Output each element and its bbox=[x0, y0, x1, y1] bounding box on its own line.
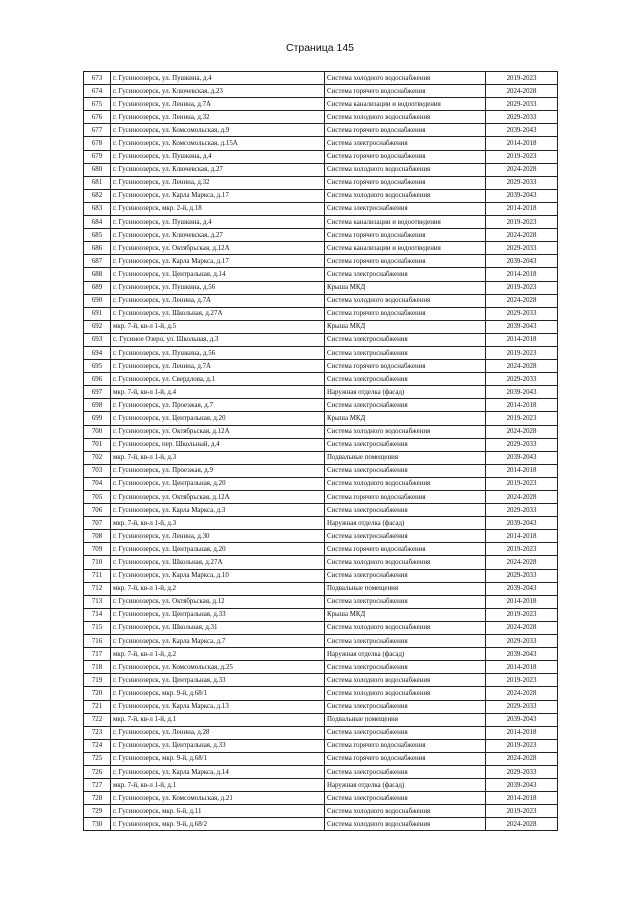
system-cell: Система холодного водоснабжения bbox=[325, 687, 486, 700]
system-cell: Крыша МКД bbox=[325, 281, 486, 294]
system-cell: Система горячего водоснабжения bbox=[325, 85, 486, 98]
table-row bbox=[84, 98, 558, 111]
row-number: 711 bbox=[84, 569, 111, 582]
row-number: 684 bbox=[84, 216, 111, 229]
system-cell: Система холодного водоснабжения bbox=[325, 163, 486, 176]
period-cell: 2014-2018 bbox=[486, 137, 558, 150]
period-cell: 2019-2023 bbox=[486, 346, 558, 359]
address-cell: мкр. 7-й, кв-л 1-й, д.3 bbox=[111, 451, 325, 464]
row-number: 729 bbox=[84, 805, 111, 818]
table-row bbox=[84, 752, 558, 765]
address-cell: г. Гусиноозерск, ул. Центральная, д.20 bbox=[111, 543, 325, 556]
system-cell: Подвальные помещения bbox=[325, 582, 486, 595]
system-cell: Система электроснабжения bbox=[325, 333, 486, 346]
address-cell: г. Гусиноозерск, ул. Октябрьская, д.12А bbox=[111, 242, 325, 255]
period-cell: 2029-2033 bbox=[486, 111, 558, 124]
address-cell: г. Гусиноозерск, ул. Школьная, д.27А bbox=[111, 307, 325, 320]
row-number: 730 bbox=[84, 818, 111, 831]
table-row bbox=[84, 464, 558, 477]
period-cell: 2014-2018 bbox=[486, 202, 558, 215]
period-cell: 2039-2043 bbox=[486, 320, 558, 333]
period-cell: 2039-2043 bbox=[486, 517, 558, 530]
row-number: 715 bbox=[84, 621, 111, 634]
table-row bbox=[84, 137, 558, 150]
period-cell: 2029-2033 bbox=[486, 98, 558, 111]
period-cell: 2024-2028 bbox=[486, 229, 558, 242]
address-cell: с. Гусиное Озеро, ул. Школьная, д.3 bbox=[111, 333, 325, 346]
row-number: 719 bbox=[84, 674, 111, 687]
address-cell: г. Гусиноозерск, ул. Пушкина, д.4 bbox=[111, 150, 325, 163]
table-row bbox=[84, 792, 558, 805]
row-number: 697 bbox=[84, 386, 111, 399]
period-cell: 2024-2028 bbox=[486, 163, 558, 176]
system-cell: Система электроснабжения bbox=[325, 569, 486, 582]
address-cell: г. Гусиноозерск, ул. Проезжая, д.7 bbox=[111, 399, 325, 412]
system-cell: Система холодного водоснабжения bbox=[325, 425, 486, 438]
system-cell: Система электроснабжения bbox=[325, 202, 486, 215]
row-number: 692 bbox=[84, 320, 111, 333]
period-cell: 2019-2023 bbox=[486, 674, 558, 687]
address-cell: г. Гусиноозерск, ул. Пушкина, д.56 bbox=[111, 346, 325, 359]
system-cell: Система холодного водоснабжения bbox=[325, 556, 486, 569]
system-cell: Система горячего водоснабжения bbox=[325, 752, 486, 765]
address-cell: г. Гусиноозерск, ул. Пушкина, д.56 bbox=[111, 281, 325, 294]
address-cell: г. Гусиноозерск, мкр. 9-й, д.68/2 bbox=[111, 818, 325, 831]
address-cell: г. Гусиноозерск, ул. Центральная, д.33 bbox=[111, 674, 325, 687]
row-number: 722 bbox=[84, 713, 111, 726]
table-row bbox=[84, 621, 558, 634]
address-cell: г. Гусиноозерск, мкр. 9-й, д.68/1 bbox=[111, 687, 325, 700]
row-number: 680 bbox=[84, 163, 111, 176]
period-cell: 2029-2033 bbox=[486, 242, 558, 255]
address-cell: г. Гусиноозерск, ул. Ленина, д.28 bbox=[111, 726, 325, 739]
address-cell: г. Гусиноозерск, ул. Ленина, д.7А bbox=[111, 98, 325, 111]
table-row bbox=[84, 608, 558, 621]
period-cell: 2014-2018 bbox=[486, 726, 558, 739]
row-number: 707 bbox=[84, 517, 111, 530]
system-cell: Подвальные помещения bbox=[325, 451, 486, 464]
row-number: 703 bbox=[84, 464, 111, 477]
system-cell: Система холодного водоснабжения bbox=[325, 621, 486, 634]
system-cell: Система горячего водоснабжения bbox=[325, 176, 486, 189]
row-number: 696 bbox=[84, 373, 111, 386]
address-cell: мкр. 7-й, кв-л 1-й, д.3 bbox=[111, 517, 325, 530]
table-row bbox=[84, 242, 558, 255]
table-row bbox=[84, 229, 558, 242]
address-cell: г. Гусиноозерск, ул. Центральная, д.33 bbox=[111, 608, 325, 621]
table-row bbox=[84, 438, 558, 451]
table-row bbox=[84, 700, 558, 713]
system-cell: Система холодного водоснабжения bbox=[325, 72, 486, 85]
row-number: 720 bbox=[84, 687, 111, 700]
table-row bbox=[84, 202, 558, 215]
system-cell: Наружная отделка (фасад) bbox=[325, 648, 486, 661]
row-number: 700 bbox=[84, 425, 111, 438]
address-cell: мкр. 7-й, кв-л 1-й, д.2 bbox=[111, 582, 325, 595]
period-cell: 2024-2028 bbox=[486, 687, 558, 700]
system-cell: Система холодного водоснабжения bbox=[325, 111, 486, 124]
system-cell: Система холодного водоснабжения bbox=[325, 189, 486, 202]
registry-table-body bbox=[84, 72, 558, 831]
table-row bbox=[84, 517, 558, 530]
address-cell: г. Гусиноозерск, пер. Школьный, д.4 bbox=[111, 438, 325, 451]
period-cell: 2014-2018 bbox=[486, 464, 558, 477]
table-row bbox=[84, 635, 558, 648]
period-cell: 2014-2018 bbox=[486, 399, 558, 412]
address-cell: г. Гусиноозерск, ул. Октябрьская, д.12А bbox=[111, 425, 325, 438]
period-cell: 2029-2033 bbox=[486, 635, 558, 648]
row-number: 679 bbox=[84, 150, 111, 163]
row-number: 676 bbox=[84, 111, 111, 124]
address-cell: г. Гусиноозерск, ул. Центральная, д.33 bbox=[111, 739, 325, 752]
system-cell: Система горячего водоснабжения bbox=[325, 543, 486, 556]
row-number: 686 bbox=[84, 242, 111, 255]
address-cell: г. Гусиноозерск, ул. Карла Маркса, д.17 bbox=[111, 189, 325, 202]
table-row bbox=[84, 648, 558, 661]
period-cell: 2029-2033 bbox=[486, 569, 558, 582]
table-row bbox=[84, 320, 558, 333]
address-cell: мкр. 7-й, кв-л 1-й, д.1 bbox=[111, 713, 325, 726]
system-cell: Система электроснабжения bbox=[325, 464, 486, 477]
system-cell: Система холодного водоснабжения bbox=[325, 805, 486, 818]
row-number: 724 bbox=[84, 739, 111, 752]
period-cell: 2019-2023 bbox=[486, 739, 558, 752]
system-cell: Крыша МКД bbox=[325, 608, 486, 621]
table-row bbox=[84, 530, 558, 543]
row-number: 681 bbox=[84, 176, 111, 189]
table-row bbox=[84, 176, 558, 189]
system-cell: Система электроснабжения bbox=[325, 661, 486, 674]
address-cell: г. Гусиноозерск, ул. Школьная, д.31 bbox=[111, 621, 325, 634]
address-cell: г. Гусиноозерск, ул. Комсомольская, д.9 bbox=[111, 124, 325, 137]
row-number: 723 bbox=[84, 726, 111, 739]
address-cell: г. Гусиноозерск, ул. Ленина, д.32 bbox=[111, 111, 325, 124]
system-cell: Система канализации и водоотведения bbox=[325, 242, 486, 255]
row-number: 709 bbox=[84, 543, 111, 556]
table-row bbox=[84, 739, 558, 752]
address-cell: г. Гусиноозерск, ул. Ленина, д.7А bbox=[111, 360, 325, 373]
period-cell: 2039-2043 bbox=[486, 648, 558, 661]
row-number: 699 bbox=[84, 412, 111, 425]
system-cell: Система горячего водоснабжения bbox=[325, 150, 486, 163]
period-cell: 2014-2018 bbox=[486, 595, 558, 608]
row-number: 710 bbox=[84, 556, 111, 569]
page-number-header: Страница 145 bbox=[285, 42, 355, 54]
period-cell: 2019-2023 bbox=[486, 281, 558, 294]
table-row bbox=[84, 346, 558, 359]
row-number: 687 bbox=[84, 255, 111, 268]
table-row bbox=[84, 85, 558, 98]
table-row bbox=[84, 373, 558, 386]
address-cell: г. Гусиноозерск, ул. Проезжая, д.9 bbox=[111, 464, 325, 477]
period-cell: 2039-2043 bbox=[486, 189, 558, 202]
system-cell: Система горячего водоснабжения bbox=[325, 229, 486, 242]
table-row bbox=[84, 687, 558, 700]
period-cell: 2024-2028 bbox=[486, 818, 558, 831]
row-number: 673 bbox=[84, 72, 111, 85]
table-row bbox=[84, 268, 558, 281]
table-row bbox=[84, 150, 558, 163]
row-number: 691 bbox=[84, 307, 111, 320]
table-row bbox=[84, 294, 558, 307]
system-cell: Система электроснабжения bbox=[325, 504, 486, 517]
system-cell: Система горячего водоснабжения bbox=[325, 124, 486, 137]
address-cell: г. Гусиноозерск, мкр. 6-й, д.11 bbox=[111, 805, 325, 818]
row-number: 693 bbox=[84, 333, 111, 346]
period-cell: 2019-2023 bbox=[486, 477, 558, 490]
table-row bbox=[84, 726, 558, 739]
row-number: 695 bbox=[84, 360, 111, 373]
period-cell: 2014-2018 bbox=[486, 792, 558, 805]
row-number: 675 bbox=[84, 98, 111, 111]
period-cell: 2024-2028 bbox=[486, 491, 558, 504]
period-cell: 2024-2028 bbox=[486, 621, 558, 634]
system-cell: Система электроснабжения bbox=[325, 399, 486, 412]
period-cell: 2019-2023 bbox=[486, 412, 558, 425]
table-row bbox=[84, 425, 558, 438]
period-cell: 2029-2033 bbox=[486, 373, 558, 386]
table-row bbox=[84, 504, 558, 517]
table-row bbox=[84, 451, 558, 464]
row-number: 714 bbox=[84, 608, 111, 621]
system-cell: Система электроснабжения bbox=[325, 635, 486, 648]
row-number: 689 bbox=[84, 281, 111, 294]
address-cell: г. Гусиноозерск, ул. Октябрьская, д.12А bbox=[111, 491, 325, 504]
address-cell: г. Гусиноозерск, ул. Ленина, д.32 bbox=[111, 176, 325, 189]
address-cell: г. Гусиноозерск, мкр. 2-й, д.18 bbox=[111, 202, 325, 215]
table-row bbox=[84, 674, 558, 687]
system-cell: Система горячего водоснабжения bbox=[325, 739, 486, 752]
table-row bbox=[84, 333, 558, 346]
table-row bbox=[84, 477, 558, 490]
system-cell: Система электроснабжения bbox=[325, 530, 486, 543]
period-cell: 2014-2018 bbox=[486, 661, 558, 674]
row-number: 717 bbox=[84, 648, 111, 661]
period-cell: 2039-2043 bbox=[486, 386, 558, 399]
system-cell: Крыша МКД bbox=[325, 320, 486, 333]
table-row bbox=[84, 818, 558, 831]
period-cell: 2024-2028 bbox=[486, 294, 558, 307]
row-number: 727 bbox=[84, 779, 111, 792]
period-cell: 2029-2033 bbox=[486, 307, 558, 320]
address-cell: г. Гусиноозерск, ул. Ключевская, д.27 bbox=[111, 229, 325, 242]
system-cell: Система холодного водоснабжения bbox=[325, 674, 486, 687]
row-number: 701 bbox=[84, 438, 111, 451]
system-cell: Система электроснабжения bbox=[325, 700, 486, 713]
period-cell: 2019-2023 bbox=[486, 608, 558, 621]
period-cell: 2014-2018 bbox=[486, 268, 558, 281]
row-number: 704 bbox=[84, 477, 111, 490]
system-cell: Крыша МКД bbox=[325, 412, 486, 425]
system-cell: Система холодного водоснабжения bbox=[325, 818, 486, 831]
period-cell: 2039-2043 bbox=[486, 713, 558, 726]
address-cell: г. Гусиноозерск, ул. Пушкина, д.4 bbox=[111, 72, 325, 85]
table-row bbox=[84, 111, 558, 124]
address-cell: мкр. 7-й, кв-л 1-й, д.4 bbox=[111, 386, 325, 399]
table-row bbox=[84, 582, 558, 595]
table-row bbox=[84, 595, 558, 608]
row-number: 682 bbox=[84, 189, 111, 202]
row-number: 706 bbox=[84, 504, 111, 517]
address-cell: г. Гусиноозерск, ул. Комсомольская, д.15А bbox=[111, 137, 325, 150]
address-cell: мкр. 7-й, кв-л 1-й, д.2 bbox=[111, 648, 325, 661]
address-cell: г. Гусиноозерск, ул. Октябрьская, д.12 bbox=[111, 595, 325, 608]
system-cell: Наружная отделка (фасад) bbox=[325, 779, 486, 792]
period-cell: 2039-2043 bbox=[486, 255, 558, 268]
system-cell: Система горячего водоснабжения bbox=[325, 255, 486, 268]
period-cell: 2024-2028 bbox=[486, 752, 558, 765]
row-number: 690 bbox=[84, 294, 111, 307]
address-cell: г. Гусиноозерск, ул. Карла Маркса, д.14 bbox=[111, 765, 325, 778]
row-number: 674 bbox=[84, 85, 111, 98]
period-cell: 2029-2033 bbox=[486, 504, 558, 517]
row-number: 726 bbox=[84, 765, 111, 778]
address-cell: мкр. 7-й, кв-л 1-й, д.5 bbox=[111, 320, 325, 333]
system-cell: Система электроснабжения bbox=[325, 137, 486, 150]
table-row bbox=[84, 163, 558, 176]
address-cell: г. Гусиноозерск, ул. Пушкина, д.4 bbox=[111, 216, 325, 229]
system-cell: Система горячего водоснабжения bbox=[325, 360, 486, 373]
period-cell: 2039-2043 bbox=[486, 582, 558, 595]
table-row bbox=[84, 556, 558, 569]
row-number: 713 bbox=[84, 595, 111, 608]
address-cell: г. Гусиноозерск, ул. Карла Маркса, д.7 bbox=[111, 635, 325, 648]
row-number: 688 bbox=[84, 268, 111, 281]
system-cell: Система электроснабжения bbox=[325, 438, 486, 451]
row-number: 694 bbox=[84, 346, 111, 359]
system-cell: Наружная отделка (фасад) bbox=[325, 517, 486, 530]
address-cell: г. Гусиноозерск, ул. Комсомольская, д.25 bbox=[111, 661, 325, 674]
address-cell: г. Гусиноозерск, ул. Ленина, д.7А bbox=[111, 294, 325, 307]
system-cell: Подвальные помещения bbox=[325, 713, 486, 726]
table-row bbox=[84, 661, 558, 674]
table-row bbox=[84, 360, 558, 373]
system-cell: Система электроснабжения bbox=[325, 373, 486, 386]
period-cell: 2029-2033 bbox=[486, 700, 558, 713]
address-cell: г. Гусиноозерск, ул. Карла Маркса, д.10 bbox=[111, 569, 325, 582]
row-number: 705 bbox=[84, 491, 111, 504]
table-row bbox=[84, 216, 558, 229]
table-row bbox=[84, 386, 558, 399]
table-row bbox=[84, 779, 558, 792]
period-cell: 2019-2023 bbox=[486, 150, 558, 163]
period-cell: 2039-2043 bbox=[486, 779, 558, 792]
system-cell: Система электроснабжения bbox=[325, 765, 486, 778]
address-cell: г. Гусиноозерск, мкр. 9-й, д.68/1 bbox=[111, 752, 325, 765]
system-cell: Система горячего водоснабжения bbox=[325, 491, 486, 504]
table-row bbox=[84, 491, 558, 504]
row-number: 702 bbox=[84, 451, 111, 464]
period-cell: 2024-2028 bbox=[486, 425, 558, 438]
address-cell: г. Гусиноозерск, ул. Ключевская, д.23 bbox=[111, 85, 325, 98]
system-cell: Система электроснабжения bbox=[325, 792, 486, 805]
row-number: 698 bbox=[84, 399, 111, 412]
row-number: 678 bbox=[84, 137, 111, 150]
table-row bbox=[84, 805, 558, 818]
table-row bbox=[84, 713, 558, 726]
period-cell: 2024-2028 bbox=[486, 556, 558, 569]
address-cell: г. Гусиноозерск, ул. Свердлова, д.1 bbox=[111, 373, 325, 386]
system-cell: Система горячего водоснабжения bbox=[325, 307, 486, 320]
period-cell: 2014-2018 bbox=[486, 333, 558, 346]
row-number: 708 bbox=[84, 530, 111, 543]
system-cell: Система холодного водоснабжения bbox=[325, 477, 486, 490]
system-cell: Система электроснабжения bbox=[325, 268, 486, 281]
table-row bbox=[84, 412, 558, 425]
period-cell: 2024-2028 bbox=[486, 360, 558, 373]
row-number: 712 bbox=[84, 582, 111, 595]
row-number: 683 bbox=[84, 202, 111, 215]
period-cell: 2014-2018 bbox=[486, 530, 558, 543]
system-cell: Система канализации и водоотведения bbox=[325, 98, 486, 111]
period-cell: 2029-2033 bbox=[486, 438, 558, 451]
row-number: 728 bbox=[84, 792, 111, 805]
period-cell: 2019-2023 bbox=[486, 805, 558, 818]
address-cell: г. Гусиноозерск, ул. Карла Маркса, д.3 bbox=[111, 504, 325, 517]
table-row bbox=[84, 124, 558, 137]
system-cell: Система канализации и водоотведения bbox=[325, 216, 486, 229]
row-number: 718 bbox=[84, 661, 111, 674]
period-cell: 2039-2043 bbox=[486, 451, 558, 464]
period-cell: 2024-2028 bbox=[486, 85, 558, 98]
table-row bbox=[84, 255, 558, 268]
address-cell: г. Гусиноозерск, ул. Ленина, д.30 bbox=[111, 530, 325, 543]
table-row bbox=[84, 765, 558, 778]
table-row bbox=[84, 281, 558, 294]
period-cell: 2029-2033 bbox=[486, 765, 558, 778]
table-row bbox=[84, 399, 558, 412]
system-cell: Система электроснабжения bbox=[325, 726, 486, 739]
address-cell: г. Гусиноозерск, ул. Центральная, д.20 bbox=[111, 477, 325, 490]
table-row bbox=[84, 72, 558, 85]
table-row bbox=[84, 569, 558, 582]
table-row bbox=[84, 307, 558, 320]
period-cell: 2029-2033 bbox=[486, 176, 558, 189]
period-cell: 2019-2023 bbox=[486, 543, 558, 556]
address-cell: г. Гусиноозерск, ул. Центральная, д.20 bbox=[111, 412, 325, 425]
period-cell: 2019-2023 bbox=[486, 72, 558, 85]
row-number: 721 bbox=[84, 700, 111, 713]
system-cell: Система электроснабжения bbox=[325, 346, 486, 359]
period-cell: 2019-2023 bbox=[486, 216, 558, 229]
row-number: 685 bbox=[84, 229, 111, 242]
address-cell: г. Гусиноозерск, ул. Карла Маркса, д.17 bbox=[111, 255, 325, 268]
period-cell: 2039-2043 bbox=[486, 124, 558, 137]
row-number: 725 bbox=[84, 752, 111, 765]
address-cell: г. Гусиноозерск, ул. Ключевская, д.27 bbox=[111, 163, 325, 176]
row-number: 677 bbox=[84, 124, 111, 137]
address-cell: г. Гусиноозерск, ул. Комсомольская, д.21 bbox=[111, 792, 325, 805]
address-cell: г. Гусиноозерск, ул. Школьная, д.27А bbox=[111, 556, 325, 569]
table-row bbox=[84, 189, 558, 202]
registry-table bbox=[83, 71, 558, 831]
system-cell: Наружная отделка (фасад) bbox=[325, 386, 486, 399]
address-cell: г. Гусиноозерск, ул. Центральная, д.14 bbox=[111, 268, 325, 281]
address-cell: г. Гусиноозерск, ул. Карла Маркса, д.13 bbox=[111, 700, 325, 713]
address-cell: мкр. 7-й, кв-л 1-й, д.1 bbox=[111, 779, 325, 792]
row-number: 716 bbox=[84, 635, 111, 648]
system-cell: Система холодного водоснабжения bbox=[325, 294, 486, 307]
table-row bbox=[84, 543, 558, 556]
system-cell: Система электроснабжения bbox=[325, 595, 486, 608]
